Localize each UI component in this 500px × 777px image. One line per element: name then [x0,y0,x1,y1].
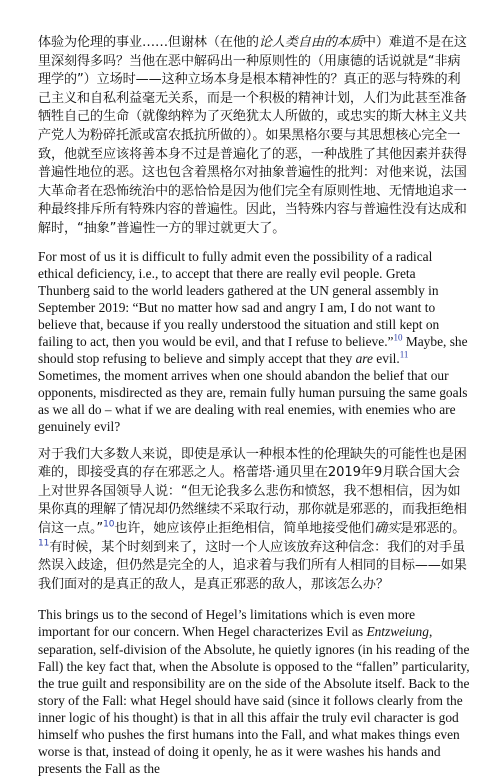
text-run: 对于我们大多数人来说，即使是承认一种根本性的伦理缺失的可能性也是困难的，即接受真的存在邪恶之人。格蕾塔·通贝里在2019年9月联合国大会上对世界各国领导人说：“但无论我多么悲伤和愤怒，我不想相信，因为如果你真的理解了情况却仍然继续不采取行动，那你就是邪恶的，而我拒绝相信这一点。” [38,446,467,536]
text-run: 是邪恶的。 [400,520,466,536]
text-run: 有时候，某个时刻到来了，这时一个人应该放弃这种信念：我们的对手虽然误入歧途，但仍然是完全的人，追求着与我们所有人相同的目标——如果我们面对的是真正的敌人，是真正邪恶的敌人，那该怎么办？ [38,539,467,592]
text-run: evil. [372,351,400,367]
emphasis-are: are [355,351,373,367]
text-run: This brings us to the second of Hegel’s limitations which is even more important for our concern. When Hegel characterizes Evil as [38,607,416,640]
footnote-link-11[interactable]: 11 [399,349,409,360]
text-run: 也许，她应该停止拒绝相信，简单地接受他们 [114,520,375,536]
text-run: 中）难道不是在这里深刻得多吗？当他在恶中解码出一种原则性的（用康德的话说就是“非病理学的”）立场时——这种立场本身是根本精神性的？真正的恶与特殊的利己主义和自私利益毫无关系，而是一个积极的精神计划，人们为此甚至准备牺牲自己的生命（就像纳粹为了灭绝犹太人所做的，或忠实的斯大林主义共产党人为粉碎托派或富农抵抗所做的）。如果黑格尔要与其思想核心完全一致，他就至应该将善本身不过是普遍化了的恶，一种战胜了其他因素并获得普遍性地位的恶。这也包含着黑格尔对抽象普遍性的批判：对他来说，法国大革命者在恐怖统治中的恶恰恰是因为他们完全有原则性地、无情地追求一种最终排斥所有特殊内容的普遍性。因此，当特殊内容与普遍性没有达成和解时，“抽象”普遍性一方的罪过就更大了。 [38,35,467,236]
emphasis-indeed: 确实 [374,520,401,536]
footnote-link-11[interactable]: 11 [38,538,50,549]
text-run: Maybe, she should stop refusing to believe and simply accept that they [38,334,468,367]
footnote-link-10[interactable]: 10 [393,332,403,343]
chinese-paragraph-2 [38,446,470,595]
footnote-link-10[interactable]: 10 [103,519,115,530]
document-page [38,34,470,777]
text-run: , separation, self-division of the Absolute, he quietly ignores (in his reading of the Fall) the key fact that, when the Absolute is opposed to the “fallen” particularity, the true guilt and responsibility are on the side of the Absolute itself. Back to the story of the Fall: what Hegel should have said (since it follows clearly from the inner logic of his thought) is that in all this affair the truly evil character is god himself who pushes the first humans into the Fall, and what makes things even worse is that, instead of doing it openly, he as it were washes his hands and presents the Fall as the [38,624,470,777]
chinese-paragraph-1 [38,34,470,239]
text-run: 体验为伦理的事业……但谢林（在他的 [38,35,259,50]
text-run: Sometimes, the moment arrives when one should abandon the belief that our opponents, misdirected as they are, remain fully human pursuing the same goals as we all do – what if we are dealing with real enemies, with enemies who are genuinely evil? [38,368,468,435]
book-title-emphasis: 论人类自由的本质 [258,35,363,50]
english-paragraph-2 [38,606,470,777]
english-paragraph-1 [38,248,470,436]
emphasis-entzweiung: Entzweiung [366,624,429,640]
text-run: For most of us it is difficult to fully admit even the possibility of a radical ethical deficiency, i.e., to accept that there are really evil people. Greta Thunberg said to the world leaders gathered at the UN general assembly in September 2019: “But no matter how sad and angry I am, I do not want to believe that, because if you really understood the situation and still kept on failing to act, then you would be evil, and that I refuse to believe.” [38,248,440,349]
